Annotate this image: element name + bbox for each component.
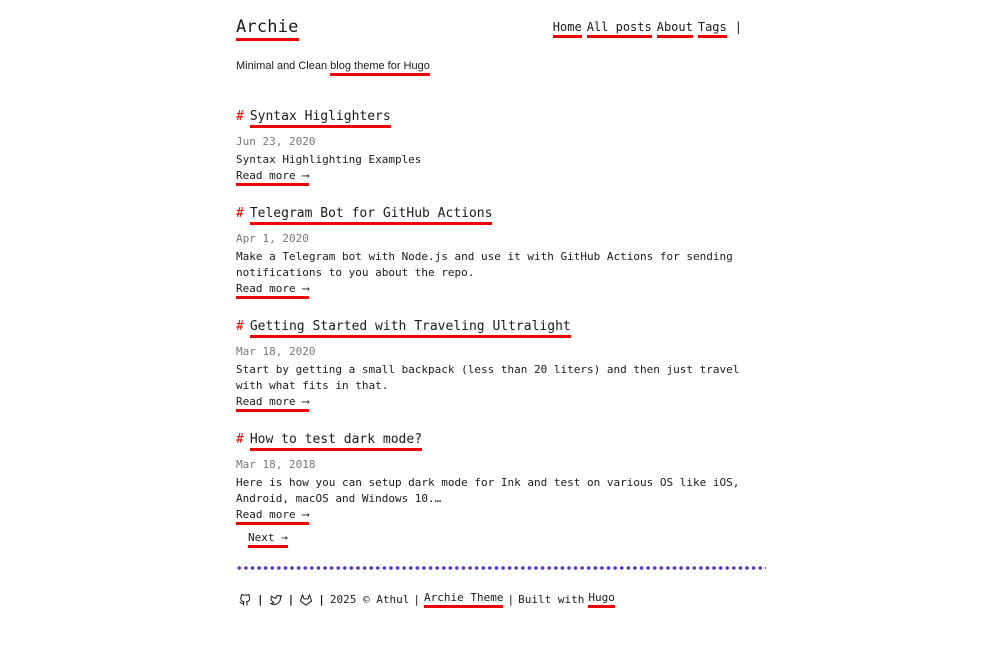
post-date: Mar 18, 2018: [236, 458, 316, 471]
theme-link[interactable]: Archie Theme: [424, 591, 503, 608]
post-summary: Syntax Highlighting Examples: [236, 153, 422, 166]
footer-separator: |: [413, 593, 420, 606]
site-subtitle: [236, 60, 430, 72]
hash-marker: #: [236, 432, 244, 447]
post-title-link[interactable]: Telegram Bot for GitHub Actions: [250, 206, 493, 225]
footer-separator: |: [287, 593, 295, 606]
post-item: [236, 319, 766, 412]
post-summary: Here is how you can setup dark mode for Ink and test on various OS like iOS, Android, macOS and Windows 10.…: [236, 476, 740, 505]
post-title: [236, 432, 766, 447]
post-title-link[interactable]: Syntax Higlighters: [250, 109, 391, 128]
post-title-link[interactable]: How to test dark mode?: [250, 432, 422, 451]
post-item: [236, 206, 766, 299]
footer-separator: |: [318, 593, 325, 606]
read-more-link[interactable]: Read more ⟶: [236, 508, 309, 525]
site-footer: [236, 591, 617, 608]
post-title: [236, 319, 766, 334]
nav-about[interactable]: About: [657, 20, 693, 38]
hugo-link[interactable]: Hugo: [588, 591, 615, 608]
subtitle-text: Minimal and Clean: [236, 60, 328, 72]
footer-separator: |: [257, 593, 264, 606]
nav-separator: |: [734, 20, 742, 34]
post-summary: Start by getting a small backpack (less than 20 liters) and then just travel with what fits in that.: [236, 363, 740, 392]
post-title: [236, 109, 766, 124]
read-more-link[interactable]: Read more ⟶: [236, 169, 309, 186]
read-more-link[interactable]: Read more ⟶: [236, 395, 309, 412]
next-page-link[interactable]: Next →: [248, 531, 288, 548]
gitlab-icon[interactable]: [300, 594, 312, 606]
post-item: [236, 432, 766, 525]
main-nav: [553, 20, 742, 38]
post-date: Jun 23, 2020: [236, 135, 316, 148]
site-title-link[interactable]: Archie: [236, 17, 299, 41]
hash-marker: #: [236, 109, 244, 124]
nav-all-posts[interactable]: All posts: [587, 20, 652, 38]
hash-marker: #: [236, 206, 244, 221]
built-with-text: Built with: [518, 593, 585, 606]
nav-tags[interactable]: Tags: [698, 20, 727, 38]
post-item: [236, 109, 766, 186]
post-date: Mar 18, 2020: [236, 345, 316, 358]
post-title: [236, 206, 766, 221]
post-summary: Make a Telegram bot with Node.js and use it with GitHub Actions for sending notifications to you about the repo.: [236, 250, 733, 279]
post-date: Apr 1, 2020: [236, 232, 309, 245]
twitter-icon[interactable]: [270, 594, 282, 606]
dotted-divider: [236, 564, 766, 572]
hash-marker: #: [236, 319, 244, 334]
copyright-text: 2025 © Athul: [329, 593, 410, 606]
post-title-link[interactable]: Getting Started with Traveling Ultralight: [250, 319, 571, 338]
subtitle-link[interactable]: blog theme for Hugo: [330, 60, 430, 76]
nav-home[interactable]: Home: [553, 20, 582, 38]
read-more-link[interactable]: Read more ⟶: [236, 282, 309, 299]
github-icon[interactable]: [239, 594, 251, 606]
footer-separator: |: [507, 593, 515, 606]
